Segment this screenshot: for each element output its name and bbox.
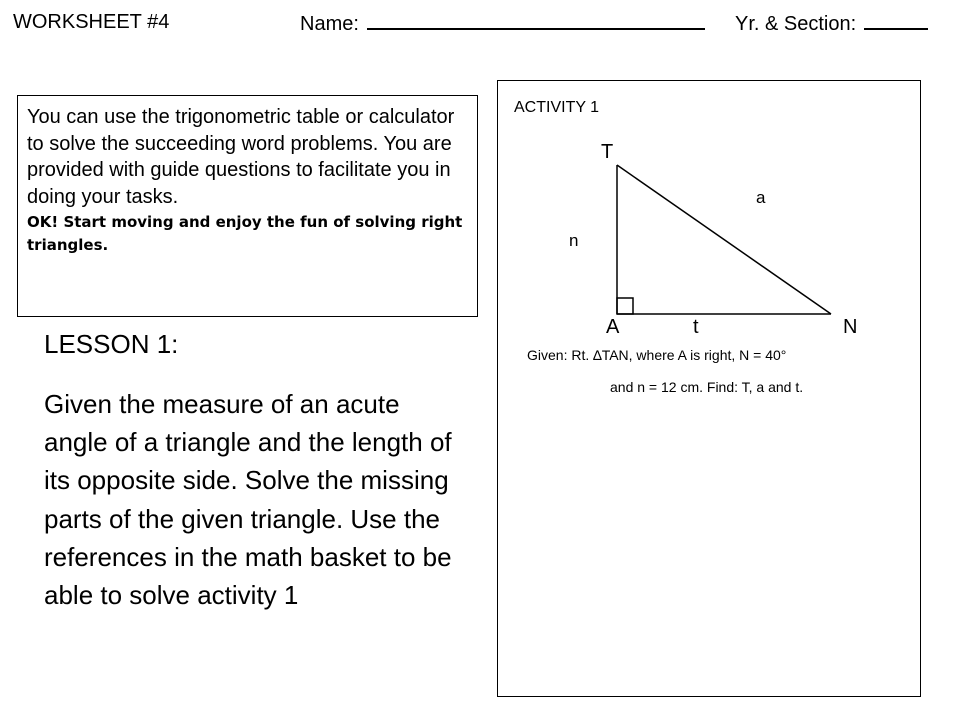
activity-panel <box>497 80 921 697</box>
side-label-n: n <box>569 231 579 250</box>
right-angle-marker <box>617 298 633 314</box>
vertex-label-n: N <box>843 316 858 338</box>
given-line-1: Given: Rt. ∆TAN, where A is right, N = 40° <box>527 347 787 363</box>
intro-text: You can use the trigonometric table or calculator to solve the succeeding word problems. You are provided with guide questions to facilitate you in doing your tasks. <box>27 106 455 208</box>
worksheet-title: WORKSHEET #4 <box>13 11 170 33</box>
activity-title: ACTIVITY 1 <box>514 99 600 116</box>
intro-emphasis: OK! Start moving and enjoy the fun of solving right triangles. <box>27 213 463 254</box>
intro-box <box>17 95 478 317</box>
section-label: Yr. & Section: <box>735 13 857 35</box>
vertex-label-a: A <box>606 316 620 338</box>
side-label-a: a <box>756 188 766 207</box>
name-blank[interactable] <box>367 10 705 30</box>
side-hypotenuse-line <box>617 165 831 314</box>
side-label-t: t <box>693 316 699 338</box>
lesson-title: LESSON 1: <box>44 329 179 359</box>
vertex-label-t: T <box>601 141 614 163</box>
lesson-body: Given the measure of an acute angle of a triangle and the length of its opposite side. Solve the missing parts of the given triangle. Use the references in the math basket to be able to solve activity 1 <box>44 389 452 611</box>
name-field[interactable] <box>300 10 705 36</box>
given-line-2: and n = 12 cm. Find: T, a and t. <box>610 379 804 395</box>
name-label: Name: <box>300 13 359 35</box>
section-field[interactable] <box>735 10 928 36</box>
section-blank[interactable] <box>864 10 928 30</box>
